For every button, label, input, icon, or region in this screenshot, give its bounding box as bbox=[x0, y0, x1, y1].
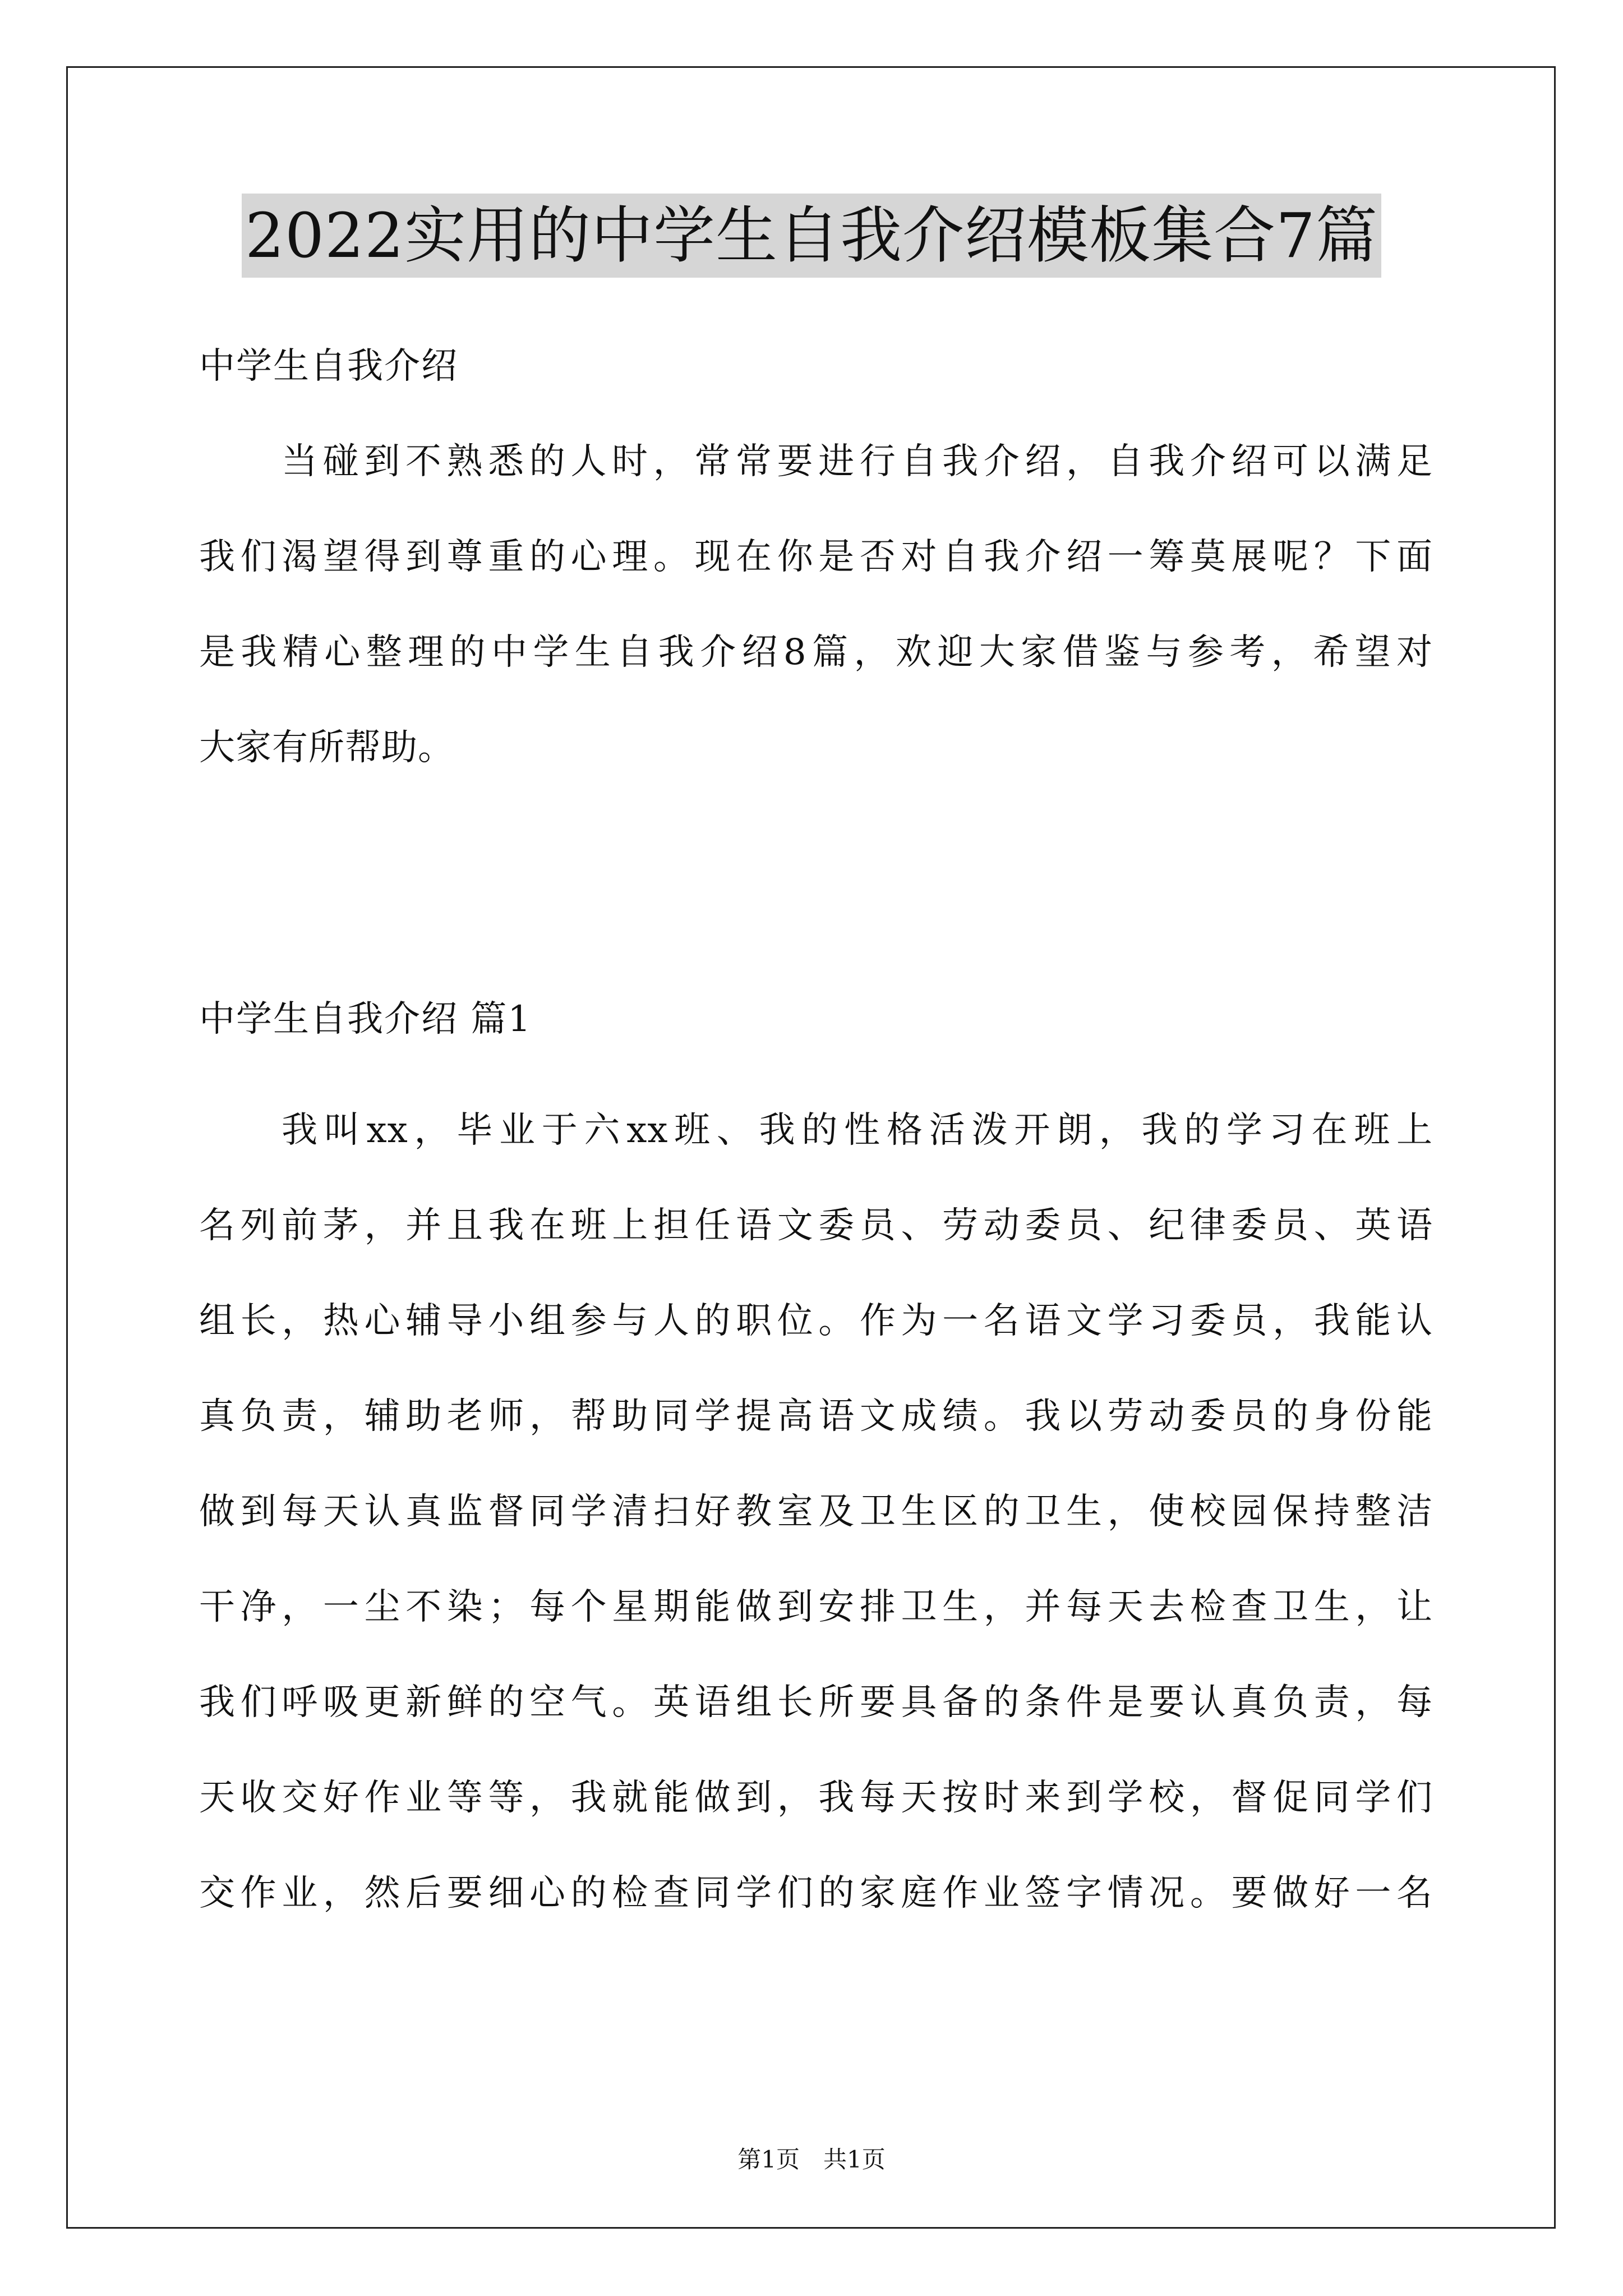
paragraph-line: 名列前茅，并且我在班上担任语文委员、劳动委员、纪律委员、英语 bbox=[199, 1205, 1433, 1246]
paragraph-line: 我们呼吸更新鲜的空气。英语组长所要具备的条件是要认真负责，每 bbox=[199, 1682, 1433, 1723]
document-title: 2022实用的中学生自我介绍模板集合7篇 bbox=[242, 194, 1381, 278]
paragraph-line: 我叫xx，毕业于六xx班、我的性格活泼开朗，我的学习在班上 bbox=[282, 1110, 1433, 1151]
section-heading-intro: 中学生自我介绍 bbox=[199, 346, 458, 387]
paragraph-line: 天收交好作业等等，我就能做到，我每天按时来到学校，督促同学们 bbox=[199, 1777, 1433, 1819]
paragraph-line: 干净，一尘不染；每个星期能做到安排卫生，并每天去检查卫生，让 bbox=[199, 1586, 1433, 1628]
paragraph-line: 组长，热心辅导小组参与人的职位。作为一名语文学习委员，我能认 bbox=[199, 1300, 1433, 1342]
page-footer: 第1页 共1页 bbox=[737, 2146, 886, 2173]
paragraph-line: 大家有所帮助。 bbox=[199, 727, 454, 769]
paragraph-line: 是我精心整理的中学生自我介绍8篇，欢迎大家借鉴与参考，希望对 bbox=[199, 632, 1433, 673]
section-heading-1: 中学生自我介绍 篇1 bbox=[199, 999, 532, 1040]
paragraph-line: 做到每天认真监督同学清扫好教室及卫生区的卫生，使校园保持整洁 bbox=[199, 1491, 1433, 1533]
paragraph-line: 交作业，然后要细心的检查同学们的家庭作业签字情况。要做好一名 bbox=[199, 1872, 1433, 1914]
title-wrap bbox=[0, 194, 1623, 278]
paragraph-line: 真负责，辅助老师，帮助同学提高语文成绩。我以劳动委员的身份能 bbox=[199, 1396, 1433, 1437]
paragraph-line: 我们渴望得到尊重的心理。现在你是否对自我介绍一筹莫展呢？下面 bbox=[199, 536, 1433, 578]
paragraph-line: 当碰到不熟悉的人时，常常要进行自我介绍，自我介绍可以满足 bbox=[282, 441, 1433, 482]
